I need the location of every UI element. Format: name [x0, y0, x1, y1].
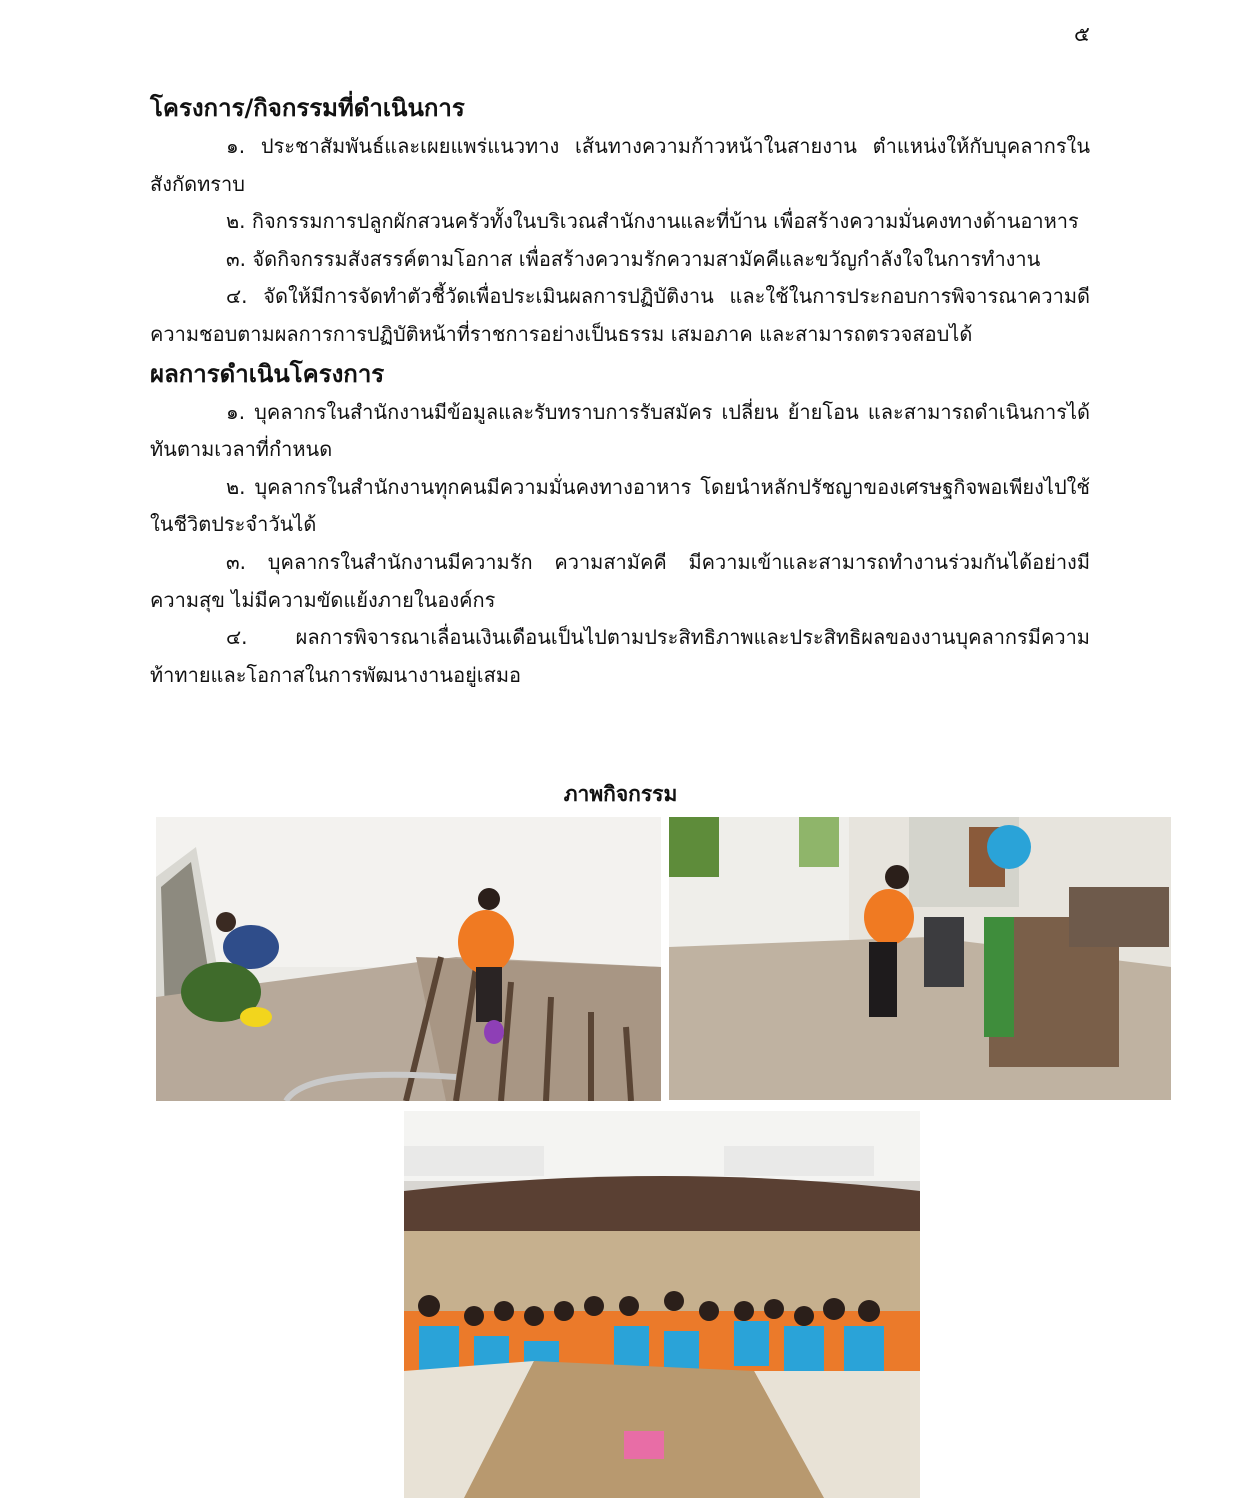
activity-item-2: ๒. กิจกรรมการปลูกผักสวนครัวทั้งในบริเวณสำนักงานและที่บ้าน เพื่อสร้างความมั่นคงทางด้านอาหาร	[226, 209, 1079, 234]
document-body	[150, 88, 1090, 694]
activity-item-3: ๓. จัดกิจกรรมสังสรรค์ตามโอกาส เพื่อสร้างความรักความสามัคคีและขวัญกำลังใจในการทำงาน	[226, 246, 1041, 271]
result-item-1: ๑. บุคลากรในสำนักงานมีข้อมูลและรับทราบการรับสมัคร เปลี่ยน ย้ายโอน และสามารถดำเนินการได้ทันตามเวลาที่กำหนด	[150, 399, 1090, 462]
photo-stair-cleaning	[156, 817, 661, 1101]
activity-item-4: ๔. จัดให้มีการจัดทำตัวชี้วัดเพื่อประเมินผลการปฏิบัติงาน และใช้ในการประกอบการพิจารณาความดีความชอบตามผลการการปฏิบัติหน้าที่ราชการอย่างเป็นธรรม เสมอภาค และสามารถตรวจสอบได้	[150, 284, 1090, 346]
photo-group-activity	[404, 1111, 920, 1498]
result-item-2: ๒. บุคลากรในสำนักงานทุกคนมีความมั่นคงทางอาหาร โดยนำหลักปรัชญาของเศรษฐกิจพอเพียงไปใช้ในชีวิตประจำวันได้	[150, 474, 1090, 537]
section-heading-activities: โครงการ/กิจกรรมที่ดำเนินการ	[150, 94, 465, 122]
result-item-4: ๔. ผลการพิจารณาเลื่อนเงินเดือนเป็นไปตามประสิทธิภาพและประสิทธิผลของงานบุคลากรมีความท้าทายและโอกาสในการพัฒนางานอยู่เสมอ	[150, 625, 1090, 687]
result-item-3: ๓. บุคลากรในสำนักงานมีความรัก ความสามัคคี มีความเข้าและสามารถทำงานร่วมกันได้อย่างมีความสุข ไม่มีความขัดแย้งภายในองค์กร	[150, 549, 1090, 612]
photos-caption: ภาพกิจกรรม	[563, 782, 678, 806]
photo-corridor-sweeping	[669, 817, 1171, 1100]
section-heading-results: ผลการดำเนินโครงการ	[150, 359, 385, 388]
activity-item-1: ๑. ประชาสัมพันธ์และเผยแพร่แนวทาง เส้นทางความก้าวหน้าในสายงาน ตำแหน่งให้กับบุคลากรในสังกัดทราบ	[150, 134, 1090, 196]
page-number: ๕	[1074, 22, 1090, 46]
